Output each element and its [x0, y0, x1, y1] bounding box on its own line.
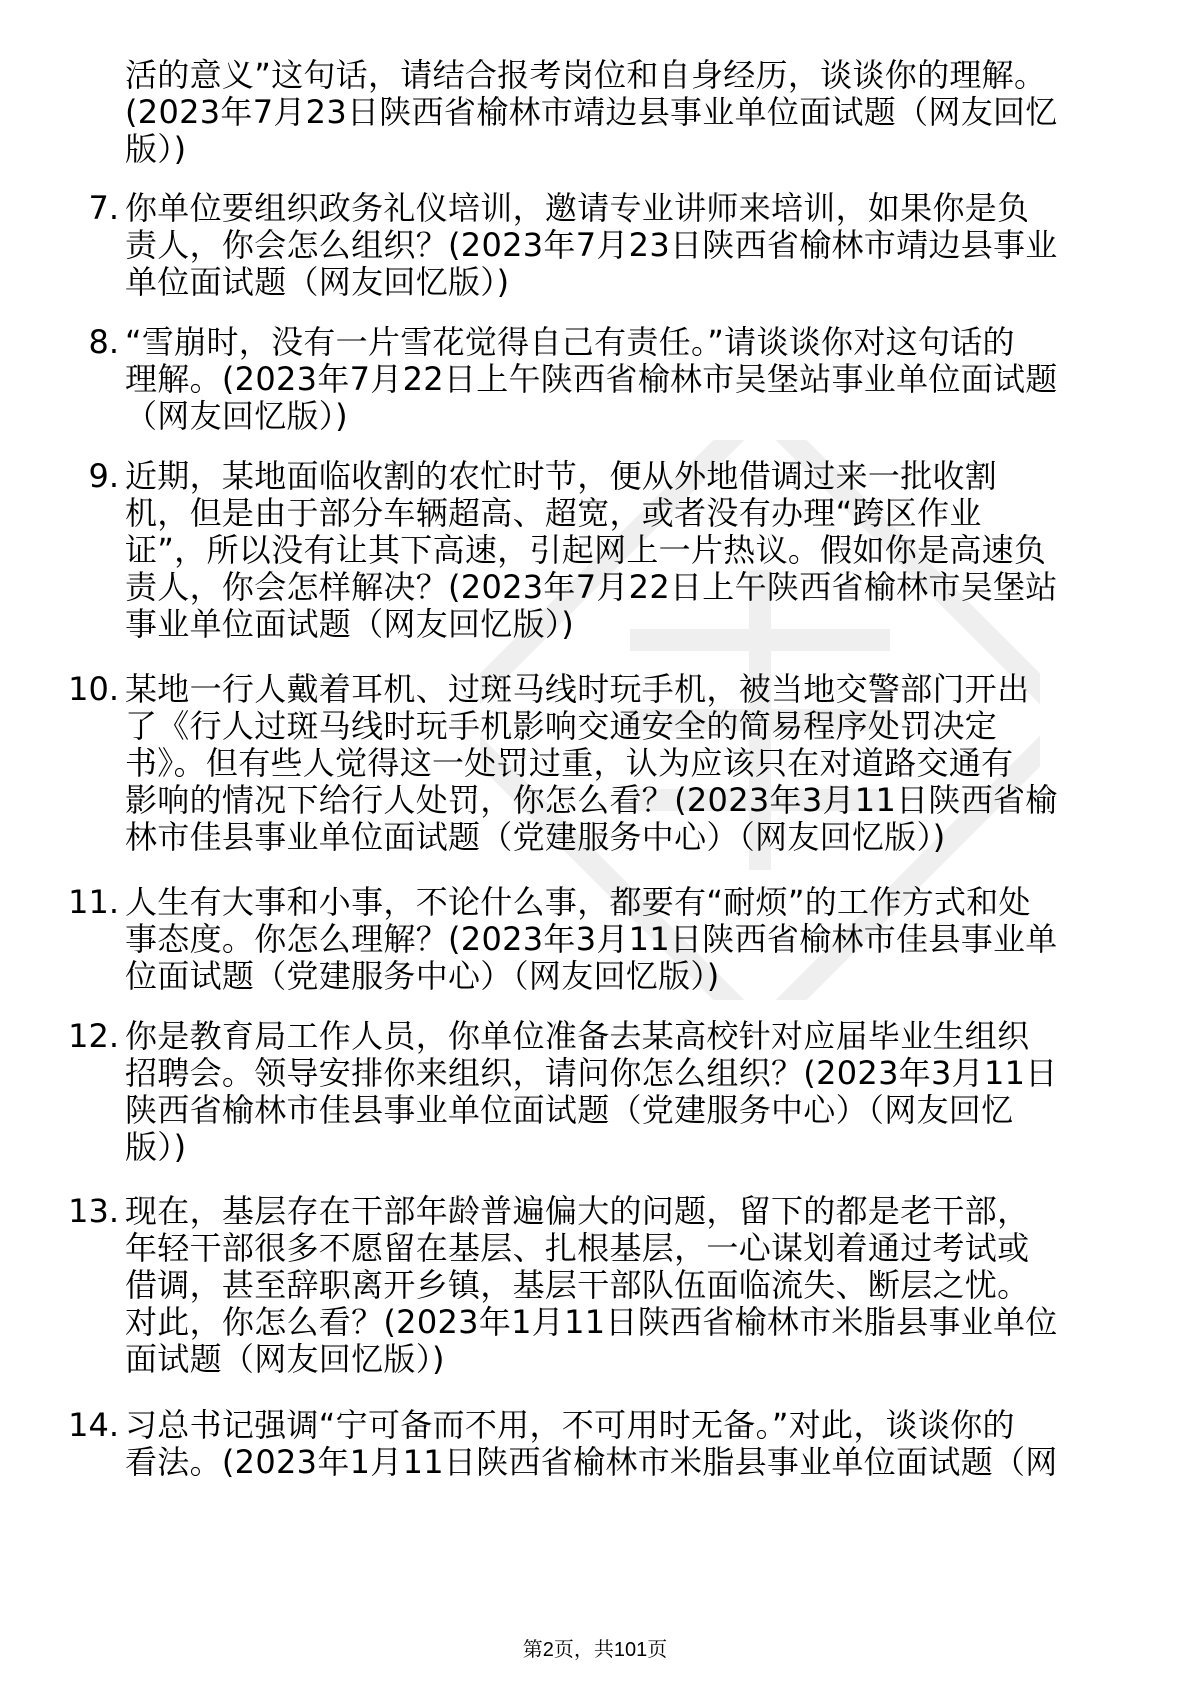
- question-text: 现在，基层存在干部年龄普遍偏大的问题，留下的都是老干部， 年轻干部很多不愿留在基层、扎根基层，一心谋划着通过考试或 借调，甚至辞职离开乡镇，基层干部队伍面临流失、断层之忧。 对此，你怎么看？(2023年1月11日陕西省榆林市米脂县事业单位 面试题（网友回忆版）): [125, 1192, 1058, 1378]
- question-number: 8.: [88, 323, 119, 361]
- question-text: 你单位要组织政务礼仪培训，邀请专业讲师来培训，如果你是负 责人，你会怎么组织？(2023年7月23日陕西省榆林市靖边县事业 单位面试题（网友回忆版）): [125, 189, 1058, 301]
- page-number-footer: 第2页，共101页: [522, 1639, 668, 1661]
- question-number: 14.: [68, 1406, 119, 1444]
- question-number: 10.: [68, 670, 119, 708]
- question-number: 7.: [88, 189, 119, 227]
- question-text: “雪崩时，没有一片雪花觉得自己有责任。”请谈谈你对这句话的 理解。(2023年7月22日上午陕西省榆林市吴堡站事业单位面试题 （网友回忆版）): [125, 323, 1058, 435]
- question-number: 13.: [68, 1192, 119, 1230]
- continued-question-text: 活的意义”这句话，请结合报考岗位和自身经历，谈谈你的理解。 (2023年7月23日陕西省榆林市靖边县事业单位面试题（网友回忆 版）): [125, 56, 1058, 168]
- question-text: 习总书记强调“宁可备而不用，不可用时无备。”对此，谈谈你的 看法。(2023年1月11日陕西省榆林市米脂县事业单位面试题（网: [125, 1406, 1058, 1481]
- question-number: 11.: [68, 883, 119, 921]
- question-text: 你是教育局工作人员，你单位准备去某高校针对应届毕业生组织 招聘会。领导安排你来组织，请问你怎么组织？(2023年3月11日 陕西省榆林市佳县事业单位面试题（党建服务中心）（网友回忆 版）): [125, 1017, 1058, 1166]
- question-number: 9.: [88, 457, 119, 495]
- question-text: 人生有大事和小事，不论什么事，都要有“耐烦”的工作方式和处 事态度。你怎么理解？(2023年3月11日陕西省榆林市佳县事业单 位面试题（党建服务中心）（网友回忆版）): [125, 883, 1058, 995]
- question-number: 12.: [68, 1017, 119, 1055]
- question-text: 某地一行人戴着耳机、过斑马线时玩手机，被当地交警部门开出 了《行人过斑马线时玩手机影响交通安全的简易程序处罚决定 书》。但有些人觉得这一处罚过重，认为应该只在对道路交通有 影响的情况下给行人处罚，你怎么看？(2023年3月11日陕西省榆 林市佳县事业单位面试题（党建服务中心）（网友回忆版）): [125, 670, 1058, 856]
- question-text: 近期，某地面临收割的农忙时节，便从外地借调过来一批收割 机，但是由于部分车辆超高、超宽，或者没有办理“跨区作业 证”，所以没有让其下高速，引起网上一片热议。假如你是高速负 责人，你会怎样解决？(2023年7月22日上午陕西省榆林市吴堡站 事业单位面试题（网友回忆版）): [125, 457, 1058, 643]
